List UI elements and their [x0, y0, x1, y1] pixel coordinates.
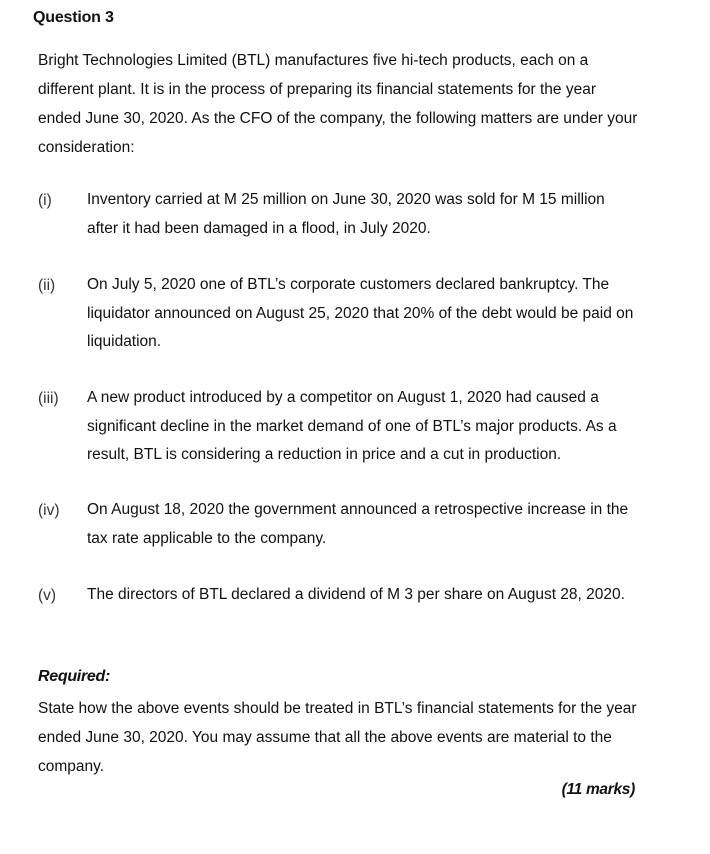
item-number: (v): [38, 587, 57, 604]
item-number: (iv): [38, 502, 60, 519]
item-text: On July 5, 2020 one of BTL’s corporate customers declared bankruptcy. The liquidator announced on August 25, 2020 that 20% of the debt would be paid on liquidation.: [87, 276, 634, 350]
required-text: State how the above events should be treated in BTL’s financial statements for the year ended June 30, 2020. You may assume that all the above events are material to the company.: [38, 700, 637, 775]
item-number: (i): [38, 192, 52, 209]
required-label: Required:: [38, 668, 110, 685]
item-number: (iii): [38, 390, 59, 407]
question-title: Question 3: [33, 9, 114, 26]
item-text: Inventory carried at M 25 million on June 30, 2020 was sold for M 15 million after it had been damaged in a flood, in July 2020.: [87, 191, 605, 237]
item-text: The directors of BTL declared a dividend of M 3 per share on August 28, 2020.: [87, 586, 625, 603]
item-text: On August 18, 2020 the government announced a retrospective increase in the tax rate applicable to the company.: [87, 501, 629, 547]
marks-label: (11 marks): [561, 781, 635, 798]
item-number: (ii): [38, 277, 56, 294]
question-intro: Bright Technologies Limited (BTL) manufactures five hi-tech products, each on a different plant. It is in the process of preparing its financial statements for the year ended June 30, 2020. As the CFO of the company, the following matters are under your consideration:: [38, 52, 638, 156]
item-text: A new product introduced by a competitor on August 1, 2020 had caused a significant decline in the market demand of one of BTL’s major products. As a result, BTL is considering a reduction in price and a cut in production.: [87, 389, 617, 463]
